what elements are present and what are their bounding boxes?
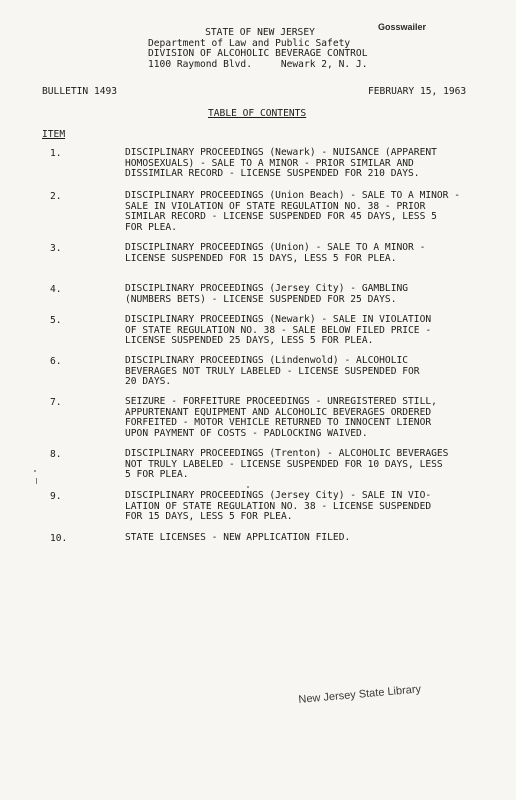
item-description-line: 5 FOR PLEA.: [125, 469, 189, 481]
item-description: [125, 284, 495, 305]
handwritten-stamp: Gosswailer: [378, 22, 427, 32]
item-description: [125, 397, 495, 439]
item-description-line: 20 DAYS.: [125, 376, 172, 388]
item-description-line: OF STATE REGULATION NO. 38 - SALE BELOW FILED PRICE -: [125, 324, 432, 336]
item-description-line: FOR PLEA.: [125, 221, 177, 233]
item-number: 7.: [50, 397, 62, 408]
item-number: 3.: [50, 243, 62, 254]
item-description-line: (NUMBERS BETS) - LICENSE SUSPENDED FOR 25 DAYS.: [125, 293, 397, 305]
item-description-line: DISCIPLINARY PROCEEDINGS (Jersey City) - SALE IN VIO-: [125, 490, 432, 501]
item-number: 4.: [50, 284, 62, 295]
item-description: [125, 315, 495, 347]
item-number: 6.: [50, 356, 62, 367]
item-column-heading: ITEM: [42, 129, 66, 140]
letterhead-department: Department of Law and Public Safety: [148, 37, 351, 49]
item-description: [125, 491, 495, 523]
item-description-line: UPON PAYMENT OF COSTS - PADLOCKING WAIVED.: [125, 427, 368, 439]
item-description-line: DISCIPLINARY PROCEEDINGS (Union) - SALE TO A MINOR -: [125, 242, 426, 253]
paper-speck: [34, 470, 36, 472]
letterhead-division: DIVISION OF ALCOHOLIC BEVERAGE CONTROL: [148, 48, 368, 60]
item-description-line: SEIZURE - FORFEITURE PROCEEDINGS - UNREGISTERED STILL,: [125, 396, 437, 407]
item-description-line: DISCIPLINARY PROCEEDINGS (Union Beach) - SALE TO A MINOR -: [125, 190, 461, 201]
bulletin-number: BULLETIN 1493: [42, 86, 118, 97]
item-description-line: DISCIPLINARY PROCEEDINGS (Trenton) - ALCOHOLIC BEVERAGES: [125, 448, 449, 459]
item-description-line: STATE LICENSES - NEW APPLICATION FILED.: [125, 532, 351, 543]
item-description-line: APPURTENANT EQUIPMENT AND ALCOHOLIC BEVERAGES ORDERED: [125, 406, 432, 418]
item-description: [125, 243, 495, 264]
table-of-contents-title: TABLE OF CONTENTS: [208, 108, 307, 119]
paper-speck: [247, 486, 249, 488]
item-number: 10.: [50, 533, 68, 544]
item-description-line: SIMILAR RECORD - LICENSE SUSPENDED FOR 45 DAYS, LESS 5: [125, 211, 437, 223]
item-description-line: DISSIMILAR RECORD - LICENSE SUSPENDED FOR 210 DAYS.: [125, 168, 420, 180]
item-description-line: SALE IN VIOLATION OF STATE REGULATION NO. 38 - PRIOR: [125, 200, 426, 212]
item-description-line: DISCIPLINARY PROCEEDINGS (Lindenwold) - ALCOHOLIC: [125, 355, 409, 366]
item-description-line: DISCIPLINARY PROCEEDINGS (Newark) - NUISANCE (APPARENT: [125, 147, 437, 158]
item-number: 9.: [50, 491, 62, 502]
paper-speck: [36, 478, 37, 484]
item-description-line: HOMOSEXUALS) - SALE TO A MINOR - PRIOR SIMILAR AND: [125, 157, 414, 169]
item-description: [125, 191, 495, 233]
item-number: 5.: [50, 315, 62, 326]
item-description: [125, 533, 495, 544]
item-description-line: LICENSE SUSPENDED 25 DAYS, LESS 5 FOR PLEA.: [125, 335, 374, 347]
item-number: 2.: [50, 191, 62, 202]
item-description-line: FORFEITED - MOTOR VEHICLE RETURNED TO INNOCENT LIENOR: [125, 417, 432, 429]
item-description: [125, 356, 495, 388]
item-description-line: DISCIPLINARY PROCEEDINGS (Jersey City) - GAMBLING: [125, 283, 409, 294]
letterhead-state: STATE OF NEW JERSEY: [205, 27, 315, 38]
item-description-line: BEVERAGES NOT TRULY LABELED - LICENSE SUSPENDED FOR: [125, 365, 420, 377]
item-number: 1.: [50, 148, 62, 159]
item-number: 8.: [50, 449, 62, 460]
bulletin-date: FEBRUARY 15, 1963: [368, 86, 467, 97]
item-description-line: FOR 15 DAYS, LESS 5 FOR PLEA.: [125, 511, 293, 523]
letterhead-address: 1100 Raymond Blvd. Newark 2, N. J.: [148, 58, 368, 70]
item-description: [125, 449, 495, 481]
item-description: [125, 148, 495, 180]
letterhead: [120, 28, 420, 70]
item-description-line: LATION OF STATE REGULATION NO. 38 - LICENSE SUSPENDED: [125, 500, 432, 512]
item-description-line: NOT TRULY LABELED - LICENSE SUSPENDED FOR 10 DAYS, LESS: [125, 458, 443, 470]
library-stamp: New Jersey State Library: [298, 683, 422, 706]
item-description-line: LICENSE SUSPENDED FOR 15 DAYS, LESS 5 FOR PLEA.: [125, 252, 397, 264]
item-description-line: DISCIPLINARY PROCEEDINGS (Newark) - SALE IN VIOLATION: [125, 314, 432, 325]
